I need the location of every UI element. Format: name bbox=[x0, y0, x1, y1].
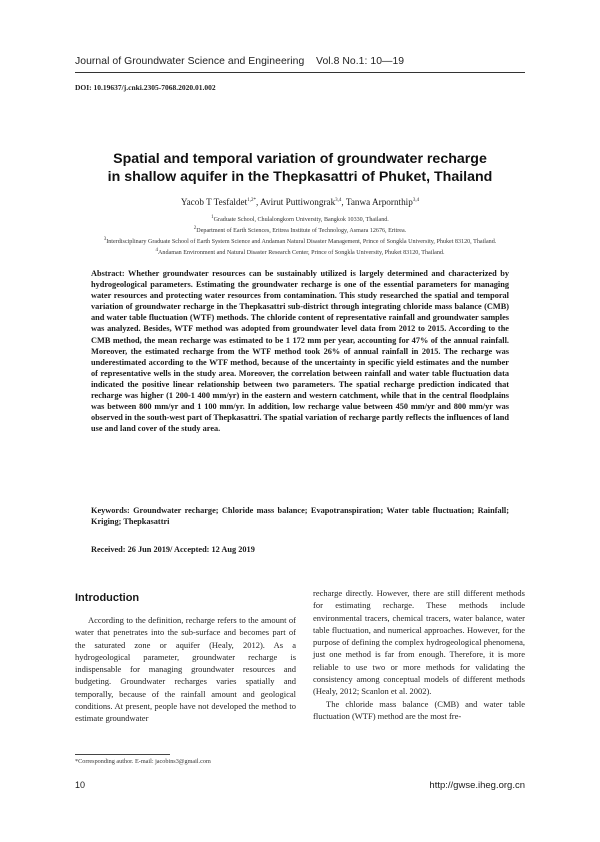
section-heading-introduction: Introduction bbox=[75, 592, 140, 604]
author-name: Tanwa Arpornthip bbox=[345, 197, 413, 207]
author-sep: , bbox=[341, 197, 346, 207]
affiliation-sup: 4 bbox=[155, 247, 159, 253]
author-sep: , bbox=[255, 197, 261, 207]
affiliations bbox=[100, 214, 500, 258]
affiliation bbox=[100, 247, 500, 258]
paragraph: According to the definition, recharge refers to the amount of water that penetrates into the sub-surface and becomes part of the saturated zone or aquifer (Healy, 2012). As a hydrogeological parameter, groundwater recharge is indispensable for managing groundwater resources and budgeting. Groundwater recharges varies spatially and temporally, because of the rainfall amount and geological conditions. At present, people have not developed the method to estimate groundwater bbox=[75, 615, 296, 724]
paper-title bbox=[75, 150, 525, 186]
body-column-right bbox=[313, 587, 525, 722]
affiliation bbox=[100, 236, 500, 247]
affiliation bbox=[100, 214, 500, 225]
paragraph: recharge directly. However, there are still different methods for estimating recharge. These methods include environmental tracers, chemical tracers, water balance, water table fluctuation, and numerical approaches. However, for the purpose of defining the complex hydrogeological phenomena, just one method is far from enough. Therefore, it is more reliable to use two or more methods for validating the consistency among conceptual models of different methods (Healy, 2012; Scanlon et al. 2002). bbox=[313, 588, 525, 697]
journal-header: Journal of Groundwater Science and Engineering Vol.8 No.1: 10—19 bbox=[75, 56, 405, 67]
paragraph: The chloride mass balance (CMB) and water table fluctuation (WTF) method are the most fre- bbox=[313, 698, 525, 721]
affiliation-text: Department of Earth Sciences, Eritrea Institute of Technology, Asmara 12676, Eritrea. bbox=[196, 227, 407, 234]
author-name: Yacob T Tesfaldet bbox=[180, 197, 248, 207]
received-dates: Received: 26 Jun 2019/ Accepted: 12 Aug 2019 bbox=[91, 545, 255, 554]
header-rule bbox=[75, 72, 525, 73]
affiliation-text: Andaman Environment and Natural Disaster Research Center, Prince of Songkla University, Phuket 83120, Thailand. bbox=[158, 249, 445, 256]
affiliation bbox=[100, 225, 500, 236]
doi: DOI: 10.19637/j.cnki.2305-7068.2020.01.002 bbox=[75, 83, 216, 92]
title-line-2: in shallow aquifer in the Thepkasattri of Phuket, Thailand bbox=[107, 169, 493, 185]
author-name: Avirut Puttiwongrak bbox=[260, 197, 336, 207]
author-sup: 3,4 bbox=[335, 197, 342, 203]
affiliation-text: Interdisciplinary Graduate School of Earth System Science and Andaman Natural Disaster Management, Prince of Songkla University, Phuket 83120, Thailand. bbox=[106, 238, 497, 245]
footnote-rule bbox=[75, 754, 170, 755]
keywords: Keywords: Groundwater recharge; Chloride mass balance; Evapotranspiration; Water table fluctuation; Rainfall; Kriging; Thepkasattri bbox=[91, 506, 509, 527]
journal-url: http://gwse.iheg.org.cn bbox=[429, 780, 525, 791]
title-line-1: Spatial and temporal variation of groundwater recharge bbox=[113, 151, 487, 167]
body-column-left bbox=[75, 614, 296, 725]
page-number: 10 bbox=[75, 780, 86, 790]
affiliation-text: Graduate School, Chulalongkorn University, Bangkok 10330, Thailand. bbox=[213, 217, 389, 224]
footnote-corresponding-author: *Corresponding author. E-mail: jacobins3@gmail.com bbox=[75, 758, 211, 765]
affiliation-sup: 1 bbox=[211, 215, 214, 220]
abstract: Abstract: Whether groundwater resources can be sustainably utilized is largely determined and characterized by hydrogeological parameters. Estimating the groundwater recharge is one of the essential parameters for managing water resources and protecting water resources from contamination. This study researched the spatial and temporal variation of groundwater recharge in the Thepkasattri sub-district through integrating chloride mass balance (CMB) and water table fluctuation (WTF) methods. The chloride content of representative rainfall and groundwater samples was analyzed. Besides, WTF method was adopted from groundwater level data from 2012 to 2015. According to the CMB method, the mean recharge was estimated to be 1 172 mm per year, accounting for 47% of the annual rainfall. Moreover, the estimated recharge from the WTF method took 26% of annual rainfall in 2015. The recharge was underestimated according to the WTF method, because of the uncertainty in specific yield estimates and the number of representative wells in the study area. Moreover, the correlation between rainfall and water table fluctuation data indicated the positive linear relationship between two parameters. The spatial recharge prediction indicated that recharge was higher (1 200-1 400 mm/yr) in the eastern and western catchment, while that in the central floodplains was between 800 mm/yr and 1 100 mm/yr. In addition, low recharge value between 450 mm/yr and 800 mm/yr was observed in the south-west part of Thepkasattri. The spatial variation of recharge partly reflects the influences of land use and land cover of the study area. bbox=[91, 269, 509, 434]
affiliation-sup: 2 bbox=[193, 225, 197, 231]
author-sup: 1,2* bbox=[247, 197, 256, 203]
author-list bbox=[75, 197, 525, 207]
author-sup: 3,4 bbox=[412, 197, 420, 203]
affiliation-sup: 3 bbox=[103, 236, 107, 242]
